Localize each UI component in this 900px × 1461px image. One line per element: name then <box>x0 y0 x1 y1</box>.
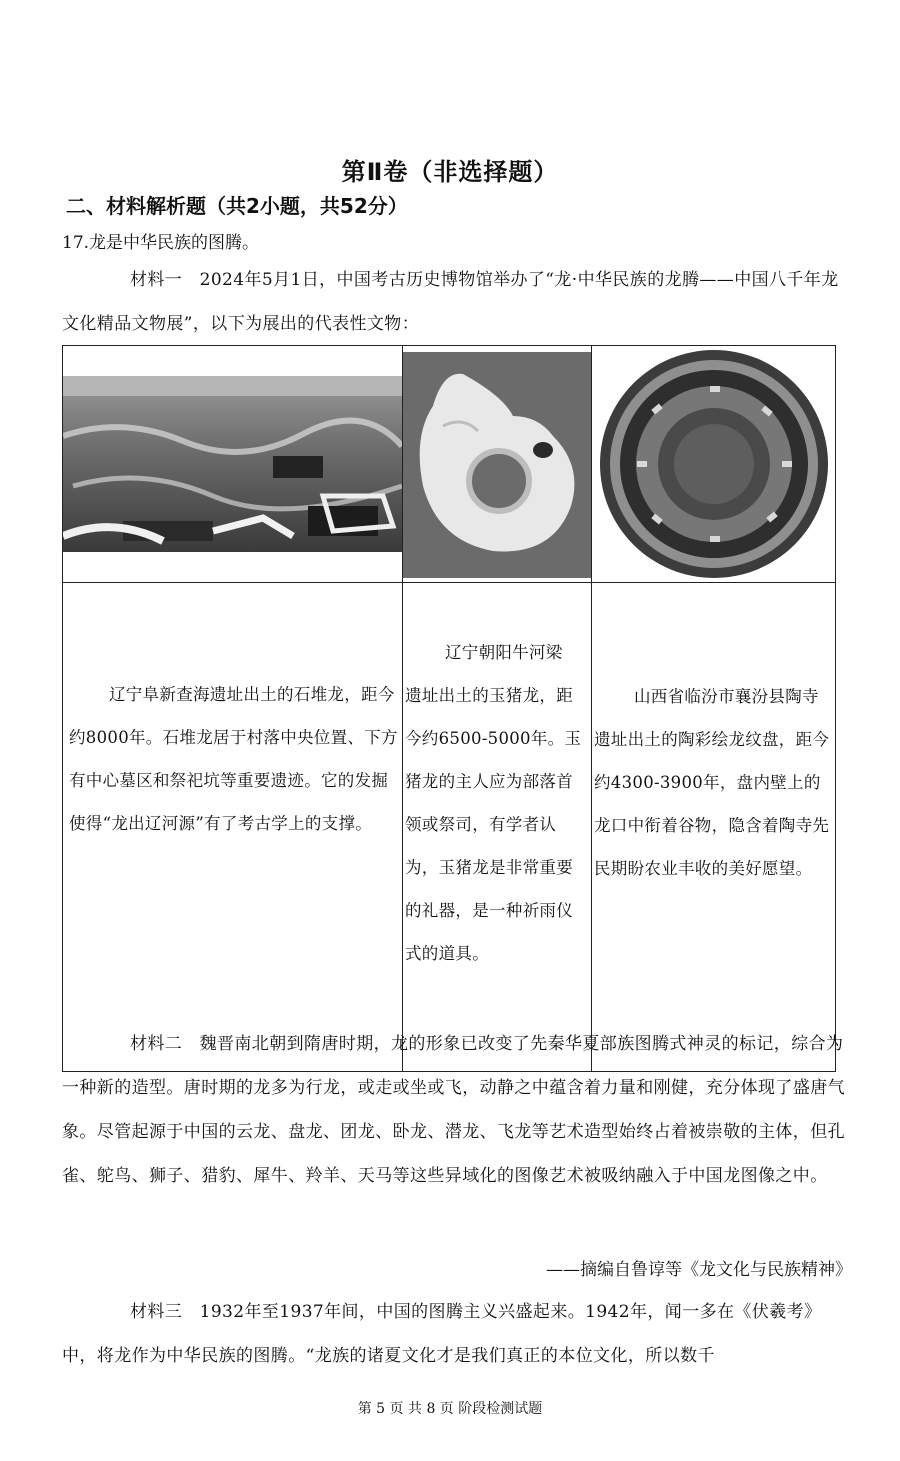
section-title: 第Ⅱ卷（非选择题） <box>341 158 559 186</box>
material-three-text: 材料三 1932年至1937年间，中国的图腾主义兴盛起来。1942年，闻一多在《伏羲考》中，将龙作为中华民族的图腾。“龙族的诸夏文化才是我们真正的本位文化，所以数千 <box>62 1302 822 1366</box>
page-footer: 第 5 页 共 8 页 阶段检测试题 <box>357 1401 543 1417</box>
question-stem: 17.龙是中华民族的图腾。 <box>62 233 260 253</box>
material-one-text: 材料一 2024年5月1日，中国考古历史博物馆举办了“龙·中华民族的龙腾——中国八千年龙文化精品文物展”，以下为展出的代表性文物： <box>62 270 839 334</box>
part-title: 二、材料解析题（共2小题，共52分） <box>66 194 408 218</box>
relic-description-1: 辽宁阜新查海遗址出土的石堆龙，距今约8000年。石堆龙居于村落中央位置、下方有中心墓区和祭祀坑等重要遗迹。它的发掘使得“龙出辽河源”有了考古学上的支撑。 <box>63 583 403 1072</box>
painted-dragon-plate-image <box>592 346 835 582</box>
jade-pig-dragon-image <box>403 346 591 582</box>
relic-description-2-lead: 辽宁朝阳牛河梁 <box>445 643 563 662</box>
relic-description-2 <box>403 583 592 1072</box>
material-two-source: ——摘编自鲁谆等《龙文化与民族精神》 <box>546 1260 852 1280</box>
stone-dragon-site-image <box>63 346 402 582</box>
relics-table <box>62 345 836 1072</box>
relic-image-cell <box>403 346 592 583</box>
relic-description-2-body: 遗址出土的玉猪龙，距今约6500-5000年。玉猪龙的主人应为部落首领或祭司，有学者认为，玉猪龙是非常重要的礼器，是一种祈雨仪式的道具。 <box>405 686 582 963</box>
relic-image-cell <box>592 346 836 583</box>
relic-image-cell <box>63 346 403 583</box>
material-two-text: 材料二 魏晋南北朝到隋唐时期，龙的形象已改变了先秦华夏部族图腾式神灵的标记，综合为一种新的造型。唐时期的龙多为行龙，或走或坐或飞，动静之中蕴含着力量和刚健，充分体现了盛唐气象。尽管起源于中国的云龙、盘龙、团龙、卧龙、潜龙、飞龙等艺术造型始终占着被崇敬的主体，但孔雀、鸵鸟、狮子、猎豹、犀牛、羚羊、天马等这些异域化的图像艺术被吸纳融入于中国龙图像之中。 <box>62 1034 845 1186</box>
relic-description-3: 山西省临汾市襄汾县陶寺遗址出土的陶彩绘龙纹盘，距今约4300-3900年，盘内壁上的龙口中衔着谷物，隐含着陶寺先民期盼农业丰收的美好愿望。 <box>592 583 836 1072</box>
